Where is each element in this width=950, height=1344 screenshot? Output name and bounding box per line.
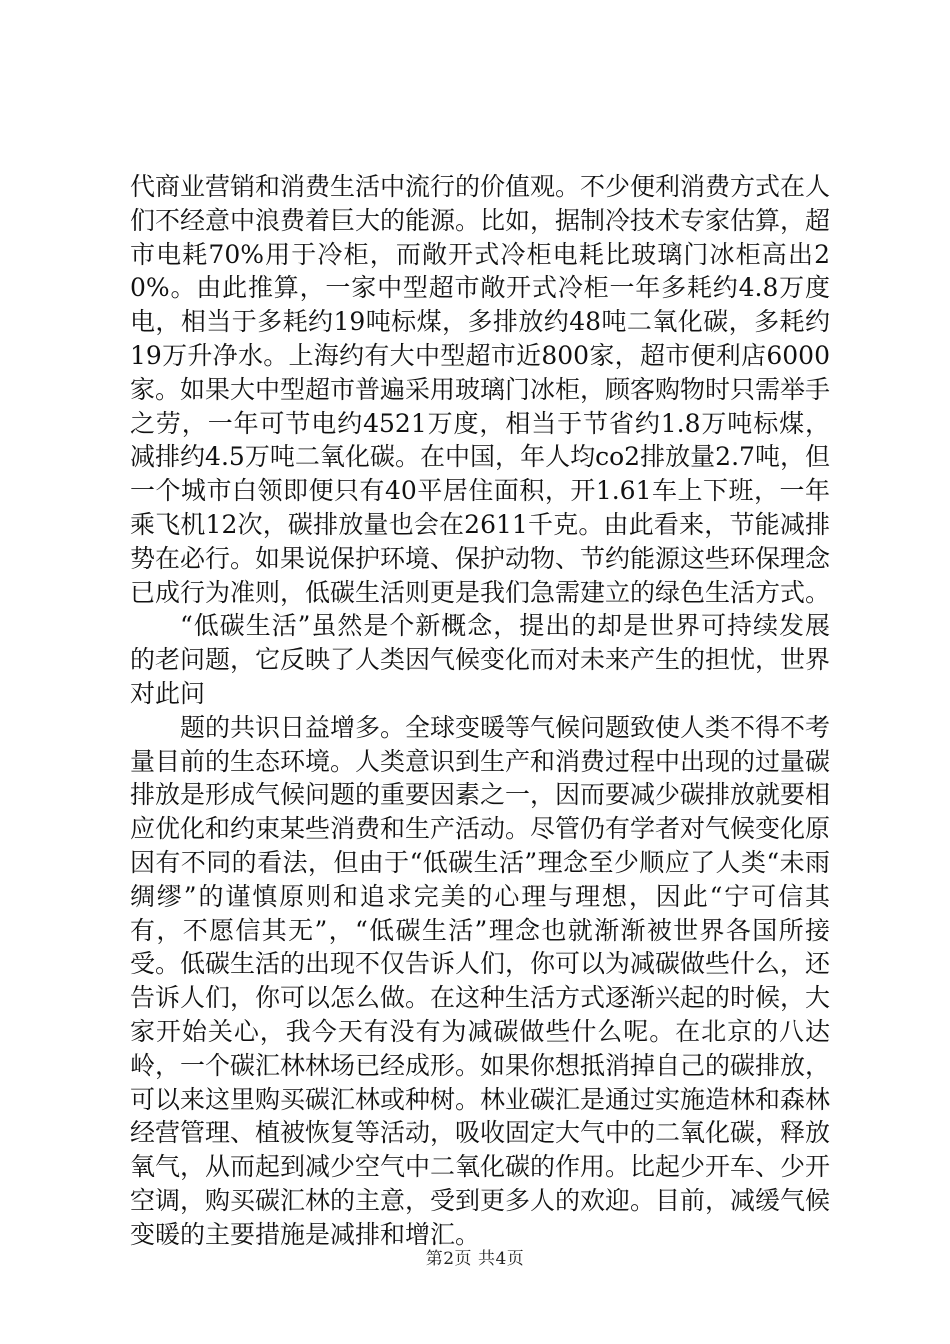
body-text <box>130 170 830 1252</box>
paragraph-1: 代商业营销和消费生活中流行的价值观。不少便利消费方式在人们不经意中浪费着巨大的能源。比如，据制冷技术专家估算，超市电耗70%用于冷柜，而敞开式冷柜电耗比玻璃门冰柜高出20%。由此推算，一家中型超市敞开式冷柜一年多耗约4.8万度电，相当于多耗约19吨标煤，多排放约48吨二氧化碳，多耗约19万升净水。上海约有大中型超市近800家，超市便利店6000家。如果大中型超市普遍采用玻璃门冰柜，顾客购物时只需举手之劳，一年可节电约4521万度，相当于节省约1.8万吨标煤，减排约4.5万吨二氧化碳。在中国，年人均co2排放量2.7吨，但一个城市白领即便只有40平居住面积，开1.61车上下班，一年乘飞机12次，碳排放量也会在2611千克。由此看来，节能减排势在必行。如果说保护环境、保护动物、节约能源这些环保理念已成行为准则，低碳生活则更是我们急需建立的绿色生活方式。 <box>130 172 831 607</box>
paragraph-2: “低碳生活”虽然是个新概念，提出的却是世界可持续发展的老问题，它反映了人类因气候变化而对未来产生的担忧，世界对此问 <box>130 611 831 708</box>
page-footer: 第2页 共4页 <box>425 1249 525 1269</box>
paragraph-3: 题的共识日益增多。全球变暖等气候问题致使人类不得不考量目前的生态环境。人类意识到生产和消费过程中出现的过量碳排放是形成气候问题的重要因素之一，因而要减少碳排放就要相应优化和约束某些消费和生产活动。尽管仍有学者对气候变化原因有不同的看法，但由于“低碳生活”理念至少顺应了人类“未雨绸缪”的谨慎原则和追求完美的心理与理想，因此“宁可信其有，不愿信其无”，“低碳生活”理念也就渐渐被世界各国所接受。低碳生活的出现不仅告诉人们，你可以为减碳做些什么，还告诉人们，你可以怎么做。在这种生活方式逐渐兴起的时候，大家开始关心，我今天有没有为减碳做些什么呢。在北京的八达岭，一个碳汇林林场已经成形。如果你想抵消掉自己的碳排放，可以来这里购买碳汇林或种树。林业碳汇是通过实施造林和森林经营管理、植被恢复等活动，吸收固定大气中的二氧化碳，释放氧气，从而起到减少空气中二氧化碳的作用。比起少开车、少开空调，购买碳汇林的主意，受到更多人的欢迎。目前，减缓气候变暖的主要措施是减排和增汇。 <box>130 712 831 1249</box>
